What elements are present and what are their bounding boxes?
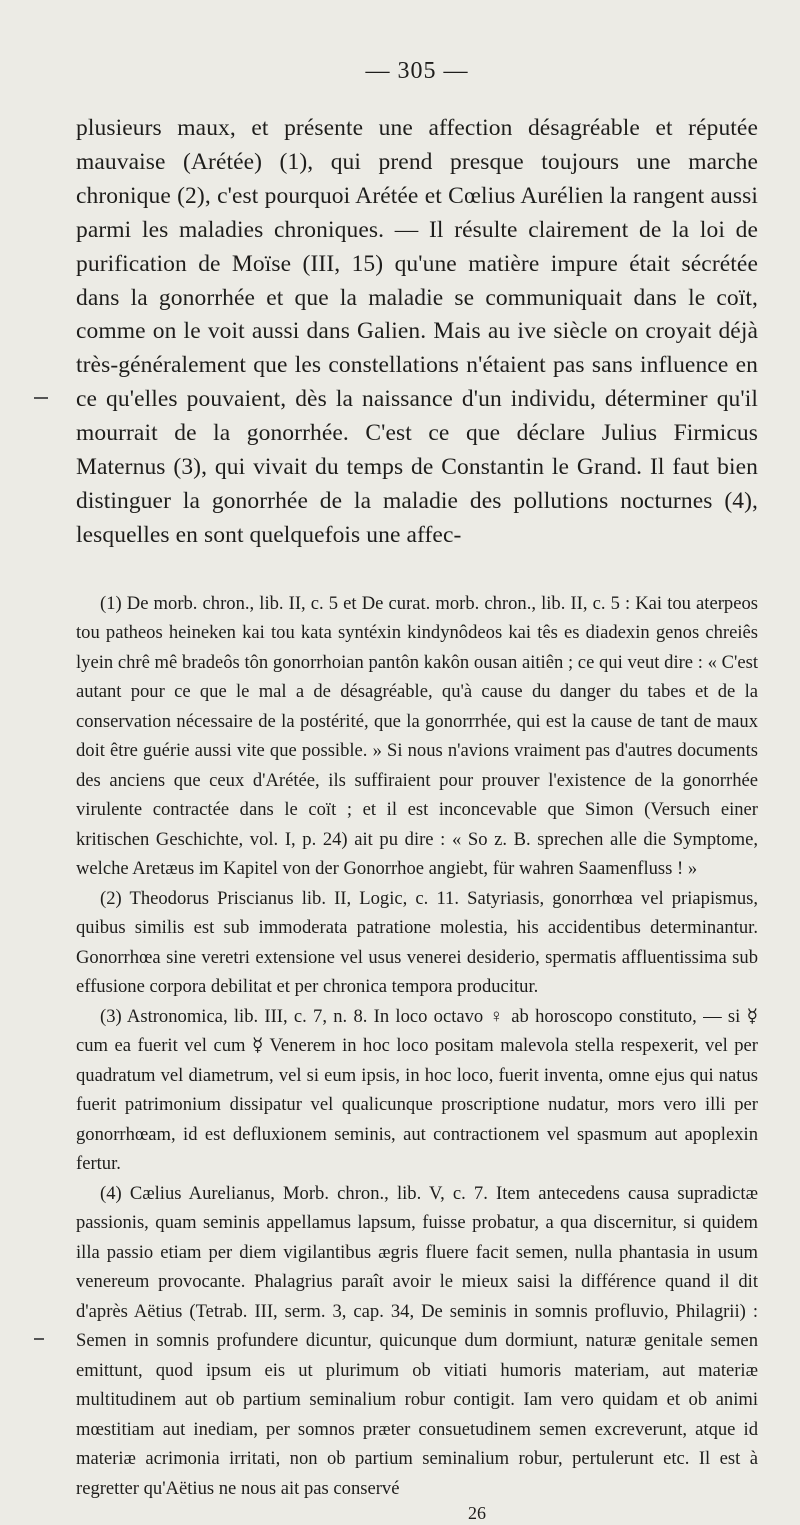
main-paragraph: plusieurs maux, et présente une affection désagréable et réputée mauvaise (Arétée) (1), qui prend presque toujours une marche chronique (2), c'est pourquoi Arétée et Cœlius Aurélien la rangent aussi parmi les maladies chroniques. — Il résulte clairement de la loi de purification de Moïse (III, 15) qu'une matière impure était sécrétée dans la gonorrhée et que la maladie se communiquait dans le coït, comme on le voit aussi dans Galien. Mais au ive siècle on croyait déjà très-généralement que les constellations n'étaient pas sans influence en ce qu'elles pouvaient, dès la naissance d'un individu, déterminer qu'il mourrait de la gonorrhée. C'est ce que déclare Julius Firmicus Maternus (3), qui vivait du temps de Constantin le Grand. Il faut bien distinguer la gonorrhée de la maladie des pollutions nocturnes (4), lesquelles en sont quelquefois une affec-: [76, 115, 758, 548]
main-text: [76, 112, 758, 553]
margin-mark: [34, 1338, 44, 1340]
footnotes: [76, 589, 758, 1504]
margin-mark: [34, 397, 48, 399]
page-number: — 305 —: [365, 58, 469, 84]
footnote-2: (2) Theodorus Priscianus lib. II, Logic, c. 11. Satyriasis, gonorrhœa vel priapismus, quibus similis est sub immoderata patratione molestia, his accidentibus determinantur. Gonorrhœa sine veretri extensione vel usus venerei desiderio, spermatis affluentissima sub effusione corpora debilitat et per chronica tempora producitur.: [76, 887, 758, 998]
footnote-4: (4) Cælius Aurelianus, Morb. chron., lib. V, c. 7. Item antecedens causa supradictæ passionis, quam seminis appellamus lapsum, fuisse probatur, a qua discernitur, si quidem illa passio etiam per diem vigilantibus ægris fluere facit semen, nulla phantasia in usum venereum provocante. Phalagrius paraît avoir le mieux saisi la différence quand il dit d'après Aëtius (Tetrab. III, serm. 3, cap. 34, De seminis in somnis profluvio, Philagrii) : Semen in somnis profundere dicuntur, quicunque dum dormiunt, naturæ genitale semen emittunt, quod ipsum eis ut plurimum ob vitiati humoris materiam, aut materiæ multitudinem aut ob partium seminalium robur contigit. Iam vero quidam et ob animi mœstitiam aut inediam, per somnos præter consuetudinem semen excreverunt, atque id materiæ acrimonia irritati, non ob partium seminalium robur, pertulerunt etc. Il est à regretter qu'Aëtius ne nous ait pas conservé: [76, 1182, 758, 1499]
footnote-3: (3) Astronomica, lib. III, c. 7, n. 8. In loco octavo ♀ ab horoscopo constituto, — si ☿ cum ea fuerit vel cum ☿ Venerem in hoc loco positam malevola stella respexerit, vel per quadratum vel diametrum, vel si eum ipsis, in hoc loco, fuerit inventa, omne ejus qui natus fuerit patrimonium dissipatur vel qualicunque proscriptione nudatur, mors vero illi per gonorrhœam, id est defluxionem seminis, aut contractionem vel spasmum aut apoplexin fertur.: [76, 1005, 758, 1175]
footnote-1: (1) De morb. chron., lib. II, c. 5 et De curat. morb. chron., lib. II, c. 5 : Kai tou aterpeos tou patheos heineken kai tou kata syntéxin kindynôdeos kai tês es diadexin genos chreiês lyein chrê mê bradeôs tôn gonorrhoian pantôn kakôn ousan aitiên ; ce qui veut dire : « C'est autant pour ce que le mal a de désagréable, qu'à cause du danger du tabes et de la conservation nécessaire de la postérité, que la gonorrrhée, qui est la cause de tant de maux doit être guérie aussi vite que possible. » Si nous n'avions vraiment pas d'autres documents des anciens que ceux d'Arétée, ils suffiraient pour prouver l'existence de la gonorrhée virulente contractée dans le coït ; et il est inconcevable que Simon (Versuch einer kritischen Geschichte, vol. I, p. 24) ait pu dire : « So z. B. sprechen alle die Symptome, welche Aretæus im Kapitel von der Gonorrhoe angiebt, für wahren Saamenfluss ! »: [76, 592, 758, 880]
signature-mark: 26: [468, 1503, 486, 1524]
